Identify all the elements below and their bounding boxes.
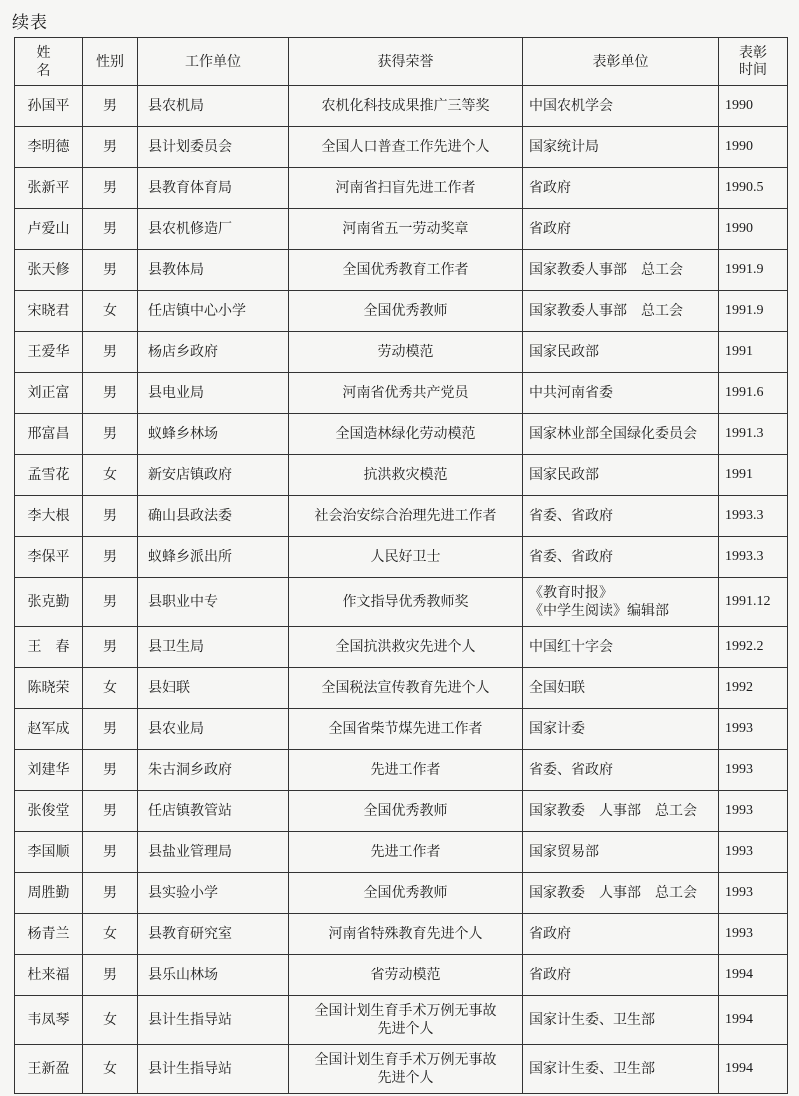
cell-sex: 女 [83, 668, 138, 709]
cell-honor: 全国人口普查工作先进个人 [289, 127, 523, 168]
cell-award-time: 1991 [719, 455, 788, 496]
cell-name: 李明德 [15, 127, 83, 168]
header-row [15, 38, 788, 86]
cell-honor: 全国省柴节煤先进工作者 [289, 709, 523, 750]
table-row [15, 578, 788, 627]
cell-awarding-body: 国家教委 人事部 总工会 [523, 873, 719, 914]
cell-honor: 全国优秀教师 [289, 291, 523, 332]
cell-work-unit: 县卫生局 [138, 627, 289, 668]
cell-honor: 人民好卫士 [289, 537, 523, 578]
cell-honor: 先进工作者 [289, 750, 523, 791]
cell-work-unit: 县教育体育局 [138, 168, 289, 209]
cell-award-time: 1994 [719, 955, 788, 996]
cell-name: 王爱华 [15, 332, 83, 373]
cell-awarding-body: 省政府 [523, 168, 719, 209]
cell-awarding-body: 省政府 [523, 209, 719, 250]
cell-work-unit: 蚁蜂乡林场 [138, 414, 289, 455]
table-row [15, 168, 788, 209]
table-header [15, 38, 788, 86]
cell-awarding-body: 国家教委人事部 总工会 [523, 250, 719, 291]
table-row [15, 127, 788, 168]
cell-sex: 女 [83, 996, 138, 1045]
cell-sex: 男 [83, 332, 138, 373]
cell-name: 刘正富 [15, 373, 83, 414]
cell-awarding-body: 国家教委人事部 总工会 [523, 291, 719, 332]
cell-awarding-body: 省委、省政府 [523, 537, 719, 578]
cell-name: 王 春 [15, 627, 83, 668]
table-caption: 续表 [12, 13, 48, 33]
header-name: 姓 名 [15, 38, 83, 86]
cell-sex: 男 [83, 955, 138, 996]
cell-awarding-body: 全国妇联 [523, 668, 719, 709]
cell-award-time: 1991.6 [719, 373, 788, 414]
table-body [15, 86, 788, 1094]
cell-honor-line1: 全国计划生育手术万例无事故 [314, 1052, 497, 1068]
cell-awarding-body: 国家计生委、卫生部 [523, 996, 719, 1045]
header-time [719, 38, 788, 86]
cell-award-time: 1993.3 [719, 537, 788, 578]
header-org: 表彰单位 [523, 38, 719, 86]
cell-work-unit: 县计生指导站 [138, 1045, 289, 1094]
cell-award-time: 1993 [719, 914, 788, 955]
cell-award-time: 1990 [719, 86, 788, 127]
cell-name: 杜来福 [15, 955, 83, 996]
cell-honor: 河南省特殊教育先进个人 [289, 914, 523, 955]
cell-awarding-body: 中国农机学会 [523, 86, 719, 127]
table-row [15, 291, 788, 332]
cell-name: 张新平 [15, 168, 83, 209]
cell-award-time: 1993 [719, 873, 788, 914]
table-row [15, 250, 788, 291]
table-row [15, 455, 788, 496]
cell-awarding-body-line1: 《教育时报》 [529, 585, 613, 601]
header-honor: 获得荣誉 [289, 38, 523, 86]
cell-sex: 男 [83, 414, 138, 455]
cell-honor: 全国造林绿化劳动模范 [289, 414, 523, 455]
cell-sex: 女 [83, 1045, 138, 1094]
table-row [15, 996, 788, 1045]
table-row [15, 332, 788, 373]
cell-sex: 男 [83, 250, 138, 291]
cell-honor: 全国优秀教师 [289, 873, 523, 914]
cell-sex: 男 [83, 873, 138, 914]
cell-work-unit: 杨店乡政府 [138, 332, 289, 373]
cell-awarding-body-line2: 《中学生阅读》编辑部 [529, 603, 669, 619]
cell-work-unit: 县妇联 [138, 668, 289, 709]
cell-honor-line2: 先进个人 [377, 1021, 434, 1037]
cell-name: 孟雪花 [15, 455, 83, 496]
cell-award-time: 1992 [719, 668, 788, 709]
cell-award-time: 1992.2 [719, 627, 788, 668]
header-time-line2: 时间 [739, 61, 767, 78]
cell-work-unit: 县乐山林场 [138, 955, 289, 996]
cell-honor: 先进工作者 [289, 832, 523, 873]
cell-awarding-body: 国家统计局 [523, 127, 719, 168]
cell-awarding-body: 中国红十字会 [523, 627, 719, 668]
cell-name: 陈晓荣 [15, 668, 83, 709]
cell-award-time: 1991 [719, 332, 788, 373]
cell-name: 赵军成 [15, 709, 83, 750]
cell-honor: 社会治安综合治理先进工作者 [289, 496, 523, 537]
table-row [15, 1045, 788, 1094]
cell-name: 孙国平 [15, 86, 83, 127]
cell-work-unit: 任店镇中心小学 [138, 291, 289, 332]
cell-work-unit: 县计生指导站 [138, 996, 289, 1045]
cell-name: 邢富昌 [15, 414, 83, 455]
cell-honor: 全国优秀教师 [289, 791, 523, 832]
cell-awarding-body: 国家教委 人事部 总工会 [523, 791, 719, 832]
table-row [15, 791, 788, 832]
cell-honor: 抗洪救灾模范 [289, 455, 523, 496]
table-row [15, 873, 788, 914]
table-row [15, 373, 788, 414]
cell-award-time: 1993.3 [719, 496, 788, 537]
cell-awarding-body [523, 578, 719, 627]
cell-name: 刘建华 [15, 750, 83, 791]
header-sex: 性别 [83, 38, 138, 86]
cell-honor: 河南省优秀共产党员 [289, 373, 523, 414]
cell-honor: 农机化科技成果推广三等奖 [289, 86, 523, 127]
table-row [15, 627, 788, 668]
cell-work-unit: 县教体局 [138, 250, 289, 291]
header-unit: 工作单位 [138, 38, 289, 86]
cell-work-unit: 新安店镇政府 [138, 455, 289, 496]
cell-sex: 女 [83, 914, 138, 955]
cell-honor [289, 1045, 523, 1094]
table-row [15, 668, 788, 709]
cell-award-time: 1994 [719, 996, 788, 1045]
cell-sex: 男 [83, 709, 138, 750]
cell-awarding-body: 省委、省政府 [523, 750, 719, 791]
cell-honor: 全国优秀教育工作者 [289, 250, 523, 291]
cell-award-time: 1990 [719, 209, 788, 250]
cell-sex: 男 [83, 750, 138, 791]
cell-work-unit: 县电业局 [138, 373, 289, 414]
cell-award-time: 1993 [719, 832, 788, 873]
cell-sex: 男 [83, 86, 138, 127]
table-row [15, 750, 788, 791]
cell-sex: 女 [83, 455, 138, 496]
cell-honor: 河南省扫盲先进工作者 [289, 168, 523, 209]
cell-sex: 男 [83, 832, 138, 873]
cell-work-unit: 蚁蜂乡派出所 [138, 537, 289, 578]
cell-award-time: 1991.9 [719, 250, 788, 291]
cell-awarding-body: 省委、省政府 [523, 496, 719, 537]
cell-awarding-body: 国家计委 [523, 709, 719, 750]
cell-sex: 男 [83, 496, 138, 537]
cell-awarding-body: 省政府 [523, 955, 719, 996]
table-row [15, 86, 788, 127]
cell-sex: 男 [83, 168, 138, 209]
table-row [15, 537, 788, 578]
cell-work-unit: 县盐业管理局 [138, 832, 289, 873]
cell-name: 周胜勤 [15, 873, 83, 914]
cell-honor: 劳动模范 [289, 332, 523, 373]
table-row [15, 414, 788, 455]
cell-award-time: 1991.12 [719, 578, 788, 627]
cell-award-time: 1991.3 [719, 414, 788, 455]
cell-honor: 作文指导优秀教师奖 [289, 578, 523, 627]
cell-award-time: 1993 [719, 709, 788, 750]
cell-name: 李保平 [15, 537, 83, 578]
cell-work-unit: 县职业中专 [138, 578, 289, 627]
cell-honor: 省劳动模范 [289, 955, 523, 996]
cell-name: 张克勤 [15, 578, 83, 627]
cell-name: 李国顺 [15, 832, 83, 873]
cell-honor-line1: 全国计划生育手术万例无事故 [314, 1003, 497, 1019]
cell-honor [289, 996, 523, 1045]
cell-honor: 全国抗洪救灾先进个人 [289, 627, 523, 668]
cell-award-time: 1991.9 [719, 291, 788, 332]
cell-work-unit: 确山县政法委 [138, 496, 289, 537]
cell-awarding-body: 国家民政部 [523, 332, 719, 373]
cell-work-unit: 任店镇教管站 [138, 791, 289, 832]
cell-sex: 男 [83, 791, 138, 832]
cell-name: 宋晓君 [15, 291, 83, 332]
cell-work-unit: 县农业局 [138, 709, 289, 750]
cell-award-time: 1990.5 [719, 168, 788, 209]
cell-name: 卢爱山 [15, 209, 83, 250]
cell-work-unit: 县教育研究室 [138, 914, 289, 955]
cell-honor: 全国税法宣传教育先进个人 [289, 668, 523, 709]
cell-award-time: 1993 [719, 791, 788, 832]
cell-name: 王新盈 [15, 1045, 83, 1094]
cell-award-time: 1990 [719, 127, 788, 168]
cell-awarding-body: 中共河南省委 [523, 373, 719, 414]
cell-work-unit: 县农机修造厂 [138, 209, 289, 250]
table-row [15, 914, 788, 955]
cell-awarding-body: 国家林业部全国绿化委员会 [523, 414, 719, 455]
cell-work-unit: 县计划委员会 [138, 127, 289, 168]
cell-name: 李大根 [15, 496, 83, 537]
cell-sex: 女 [83, 291, 138, 332]
cell-name: 韦凤琴 [15, 996, 83, 1045]
cell-sex: 男 [83, 373, 138, 414]
cell-name: 张天修 [15, 250, 83, 291]
cell-sex: 男 [83, 537, 138, 578]
cell-sex: 男 [83, 127, 138, 168]
cell-honor-line2: 先进个人 [377, 1070, 434, 1086]
cell-sex: 男 [83, 578, 138, 627]
cell-name: 杨青兰 [15, 914, 83, 955]
honors-table [14, 37, 788, 1094]
cell-awarding-body: 国家贸易部 [523, 832, 719, 873]
cell-awarding-body: 国家民政部 [523, 455, 719, 496]
cell-honor: 河南省五一劳动奖章 [289, 209, 523, 250]
table-row [15, 709, 788, 750]
cell-name: 张俊堂 [15, 791, 83, 832]
table-row [15, 955, 788, 996]
cell-sex: 男 [83, 627, 138, 668]
cell-awarding-body: 省政府 [523, 914, 719, 955]
table-row [15, 209, 788, 250]
cell-work-unit: 县实验小学 [138, 873, 289, 914]
table-row [15, 496, 788, 537]
cell-award-time: 1994 [719, 1045, 788, 1094]
cell-work-unit: 县农机局 [138, 86, 289, 127]
cell-sex: 男 [83, 209, 138, 250]
cell-award-time: 1993 [719, 750, 788, 791]
cell-work-unit: 朱古洞乡政府 [138, 750, 289, 791]
table-row [15, 832, 788, 873]
header-time-line1: 表彰 [739, 44, 767, 61]
cell-awarding-body: 国家计生委、卫生部 [523, 1045, 719, 1094]
